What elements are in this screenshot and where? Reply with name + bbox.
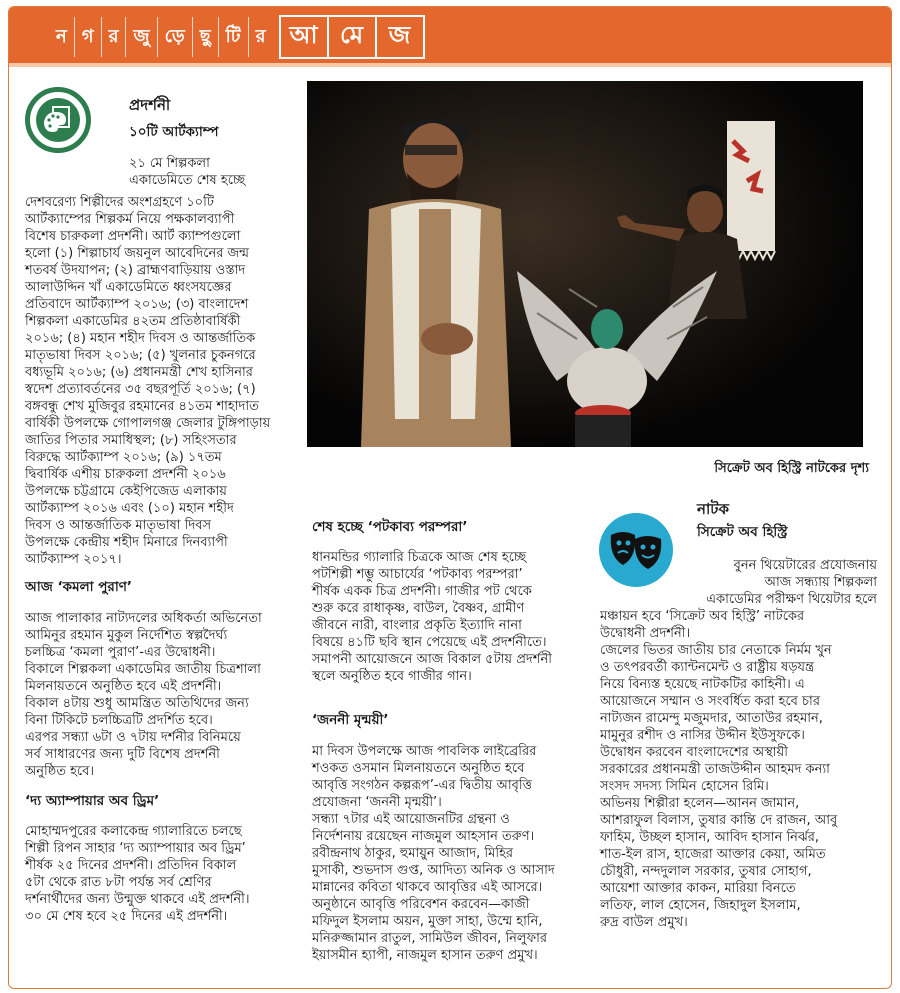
section-banner — [9, 7, 891, 63]
banner-big-letter: আ — [279, 15, 327, 59]
drama-intro-block — [677, 557, 877, 608]
empire-of-dream-title: ‘দ্য অ্যাম্পায়ার অব ড্রিম’ — [25, 792, 160, 809]
empire-of-dream-body: মোহাম্মদপুরের কলাকেন্দ্র গ্যালারিতে চলছে শিল্পী রিপন সাহার ‘দ্য অ্যাম্পায়ার অব ড্রিম’ শীর্ষক ২৫ দিনের প্রদর্শনী। প্রতিদিন বিকাল ৫টা থেকে রাত ৮টা পর্যন্ত সর্ব শ্রেণির দর্শনার্থীদের জন্য উন্মুক্ত থাকবে এই প্রদর্শনী। ৩০ মে শেষ হবে ২৫ দিনের এই প্রদর্শনী। — [25, 824, 250, 924]
drama-play-title: সিক্রেট অব হিস্ট্রি — [697, 524, 788, 540]
potkabyo-body: ধানমন্ডির গ্যালারি চিত্রকে আজ শেষ হচ্ছে পটশিল্পী শম্ভু আচার্যের ‘পটকাব্য পরম্পরা’ শীর্ষক একক চিত্র প্রদর্শনী। গাজীর পট থেকে শুরু করে রাধাকৃষ্ণ, বাউল, বৈষ্ণব, গ্রামীণ জীবনে নারী, বাংলার প্রকৃতি ইত্যাদি নানা বিষয়ে ৪১টি ছবি স্থান পেয়েছে এই প্রদর্শনীতে। সমাপনী আয়োজনে আজ বিকাল ৫টায় প্রদর্শনী স্থলে অনুষ্ঠিত হবে গাজীর গান। — [312, 550, 552, 684]
palette-icon — [25, 87, 91, 153]
banner-letter: গ — [75, 17, 102, 57]
artcamp-body: দেশবরেণ্য শিল্পীদের অংশগ্রহণে ১০টি আর্টক্যাম্পের শিল্পকর্ম নিয়ে পক্ষকালব্যাপী বিশেষ চারুকলা প্রদর্শনী। আর্ট ক্যাম্পগুলো হলো (১) শিল্পাচার্য জয়নুল আবেদিনের জন্ম শতবর্ষ উদযাপন; (২) ব্রাহ্মণবাড়িয়ায় ওস্তাদ আলাউদ্দিন খাঁ একাডেমিতে ধ্বংসযজ্ঞের প্রতিবাদে আর্টক্যাম্প ২০১৬; (৩) বাংলাদেশ শিল্পকলা একাডেমির ৪২তম প্রতিষ্ঠাবার্ষিকী ২০১৬; (৪) মহান শহীদ দিবস ও আন্তর্জাতিক মাতৃভাষা দিবস ২০১৬; (৫) খুলনার চুকনগরে বধ্যভূমি ২০১৬; (৬) প্রধানমন্ত্রী শেখ হাসিনার স্বদেশ প্রত্যাবর্তনের ৩৫ বছরপূর্তি ২০১৬; (৭) বঙ্গবন্ধু শেখ মুজিবুর রহমানের ৪১তম শাহাদাত বার্ষিকী উপলক্ষে গোপালগঞ্জ জেলার টুঙ্গিপাড়ায় জাতির পিতার সমাধিস্থল; (৮) সহিংসতার বিরুদ্ধে আর্টক্যাম্প ২০১৬; (৯) ১৭তম দ্বিবার্ষিক এশীয় চারুকলা প্রদর্শনী ২০১৬ উপলক্ষে চট্টগ্রামে কেইপিজেড এলাকায় আর্টক্যাম্প ২০১৬ এবং (১০) মহান শহীদ দিবস ও আন্তর্জাতিক মাতৃভাষা দিবস উপলক্ষে কেন্দ্রীয় শহীদ মিনারে দিনব্যাপী আর্টক্যাম্প ২০১৭। — [25, 195, 271, 567]
palette-icon-glyph — [36, 98, 80, 142]
photo-caption: সিক্রেট অব হিস্ট্রি নাটকের দৃশ্য — [714, 461, 869, 476]
drama-header — [697, 499, 887, 555]
banner-letter: টি — [219, 17, 249, 57]
play-scene-illustration — [307, 81, 863, 447]
banner-big-letters — [279, 15, 425, 59]
artcamp-intro: ২১ মে শিল্পকলা একাডেমিতে শেষ হচ্ছে — [129, 155, 246, 188]
janani-title: ‘জননী মৃন্ময়ী’ — [312, 712, 389, 728]
banner-letter: ছু — [193, 17, 219, 57]
kamla-puran-body: আজ পালাকার নাট্যদলের অধিকর্তা অভিনেতা আমিনুর রহমান মুকুল নির্দেশিত স্বল্পদৈর্ঘ্য চলচ্চিত্র ‘কমলা পুরাণ’-এর উদ্বোধনী। বিকালে শিল্পকলা একাডেমির জাতীয় চিত্রশালা মিলনায়তনে অনুষ্ঠিত হবে এই প্রদর্শনী। বিকাল ৪টায় শুধু আমন্ত্রিত অতিথিদের জন্য বিনা টিকিটে চলচ্চিত্রটি প্রদর্শিত হবে। এরপর সন্ধ্যা ৬টা ও ৭টায় দর্শনীর বিনিময়ে সর্ব সাধারণের জন্য দুটি বিশেষ প্রদর্শনী অনুষ্ঠিত হবে। — [25, 610, 262, 779]
exhibition-header — [129, 95, 304, 189]
banner-letter: জু — [126, 17, 157, 57]
exhibition-column — [25, 194, 310, 925]
palette-icon-inner — [36, 98, 80, 142]
drama-intro: বুনন থিয়েটারের প্রযোজনায় আজ সন্ধ্যায় শিল্পকলা একাডেমির পরীক্ষণ থিয়েটার হলে — [706, 558, 877, 607]
kamla-puran-title: আজ ‘কমলা পুরাণ’ — [25, 579, 133, 595]
banner-big-letter: মে — [327, 15, 375, 59]
banner-letter: র — [255, 26, 266, 47]
exhibition-section-title: প্রদর্শনী — [129, 96, 171, 114]
banner-letter: ড়ে — [158, 17, 193, 57]
banner-letter: র — [102, 17, 127, 57]
drama-section-title: নাটক — [697, 500, 729, 518]
artcamp-title: ১০টি আর্টক্যাম্প — [129, 124, 219, 140]
drama-column — [600, 608, 880, 931]
janani-body: মা দিবস উপলক্ষে আজ পাবলিক লাইব্রেরির শওকত ওসমান মিলনায়তনে অনুষ্ঠিত হবে আবৃত্তি সংগঠন কল্পরূপ’-এর দ্বিতীয় আবৃত্তি প্রযোজনা ‘জননী মৃন্ময়ী’। সন্ধ্যা ৭টার এই আয়োজনটির গ্রন্থনা ও নির্দেশনায় রয়েছেন নাজমুল আহসান তরুণ। রবীন্দ্রনাথ ঠাকুর, হুমায়ুন আজাদ, মিহির মুসাকী, শুভদাস গুপ্ত, আদিত্য অনিক ও আসাদ মান্নানের কবিতা থাকবে আবৃত্তির এই আসরে। অনুষ্ঠানে আবৃত্তি পরিবেশন করবেন—কাজী মফিদুল ইসলাম অয়ন, মুক্তা সাহা, উম্মে হানি, মনিরুজ্জামান রাতুল, সামিউল জীবন, নিলুফার ইয়াসমীন হ্যাপী, নাজমুল হাসান তরুণ প্রমুখ। — [312, 743, 555, 963]
banner-letter: ন — [49, 17, 75, 57]
banner-title — [49, 15, 425, 59]
middle-column — [312, 504, 592, 964]
theatre-masks-glyph — [599, 513, 673, 587]
banner-underline — [9, 63, 891, 67]
banner-big-letter: জ — [375, 15, 425, 59]
play-scene-photo — [307, 81, 863, 447]
theatre-masks-icon — [599, 513, 673, 587]
potkabyo-title: শেষ হচ্ছে ‘পটকাব্য পরম্পরা’ — [312, 518, 468, 535]
page-frame — [8, 6, 892, 989]
drama-body: মঞ্চায়ন হবে ‘সিক্রেট অব হিস্ট্রি’ নাটকের উদ্বোধনী প্রদর্শনী। জেলের ভিতর জাতীয় চার নেতাকে নির্মম খুন ও তৎপরবর্তী ক্যান্টনমেন্ট ও রাষ্ট্রীয় ষড়যন্ত্র নিয়ে বিন্যস্ত হয়েছে নাটকটির কাহিনী। এ আয়োজনে সম্মান ও সংবর্ধিত করা হবে চার নাট্যজন রামেন্দু মজুমদার, আতাউর রহমান, মামুনুর রশীদ ও নাসির উদ্দীন ইউসুফকে। উদ্বোধন করবেন বাংলাদেশের অস্থায়ী সরকারের প্রধানমন্ত্রী তাজউদ্দীন আহমদ কন্যা সংসদ সদস্য সিমিন হোসেন রিমি। অভিনয় শিল্পীরা হলেন—আনন জামান, আশরাফুল বিলাস, তুষার কান্তি দে রাজন, আবু ফাহিম, উচ্ছল হাসান, আবিদ হাসান নির্ঝর, শাত-ইল রাস, হাজেরা আক্তার কেয়া, অমিত চৌধুরী, নন্দদুলাল সরকার, তুষার সোহাগ, আয়েশা আক্তার কাকন, মারিয়া বিনতে লতিফ, লাল হোসেন, জিহাদুল ইসলাম, রুদ্র বাউল প্রমুখ। — [600, 609, 838, 930]
